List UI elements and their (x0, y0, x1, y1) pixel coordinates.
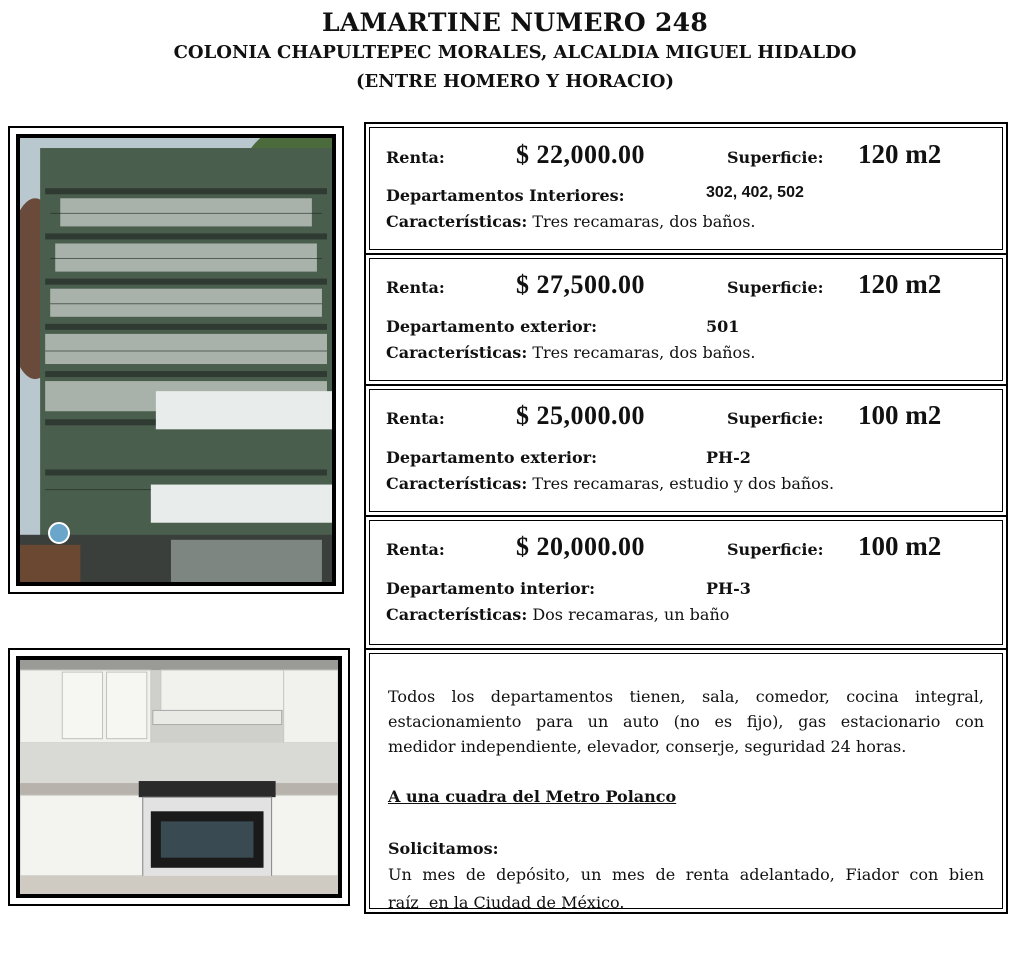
page-title: LAMARTINE NUMERO 248 (321, 8, 709, 37)
amenities-line: estacionamiento para un auto (no es fijo), gas estacionario con (388, 712, 984, 731)
rent-price: $ 25,000.00 (516, 401, 645, 430)
unit-label: Departamento exterior: (386, 317, 597, 336)
rent-label: Renta: (386, 409, 445, 428)
rent-label: Renta: (386, 148, 445, 167)
unit-label: Departamento exterior: (386, 448, 597, 467)
features-label: Características: (386, 605, 528, 624)
features-text: Tres recamaras, dos baños. (532, 212, 756, 231)
unit-numbers: PH-2 (706, 448, 751, 467)
features-label: Características: (386, 474, 528, 493)
area-value: 120 m2 (858, 139, 942, 169)
kitchen-photo-frame (8, 648, 350, 906)
amenities-line: Todos los departamentos tienen, sala, comedor, cocina integral, (388, 687, 984, 706)
listing-card (364, 122, 1008, 255)
general-info-box (364, 648, 1008, 914)
page-subtitle: COLONIA CHAPULTEPEC MORALES, ALCALDIA MIGUEL HIDALDO (173, 42, 857, 63)
features-text: Tres recamaras, dos baños. (532, 343, 756, 362)
rent-price: $ 22,000.00 (516, 140, 645, 169)
rent-price: $ 20,000.00 (516, 532, 645, 561)
area-value: 100 m2 (858, 400, 942, 430)
amenities-line: medidor independiente, elevador, conserje, seguridad 24 horas. (388, 737, 907, 756)
listing-card (364, 384, 1008, 517)
amenities-paragraph (388, 684, 984, 759)
rent-label: Renta: (386, 540, 445, 559)
unit-label: Departamentos Interiores: (386, 186, 625, 205)
metro-note: A una cuadra del Metro Polanco (388, 787, 677, 806)
area-value: 120 m2 (858, 269, 942, 299)
features-text: Tres recamaras, estudio y dos baños. (532, 474, 835, 493)
unit-numbers: 302, 402, 502 (706, 184, 804, 201)
kitchen-photo (16, 656, 342, 898)
features-text: Dos recamaras, un baño (532, 605, 730, 624)
listing-card (364, 515, 1008, 650)
building-photo-frame (8, 126, 344, 594)
area-value: 100 m2 (858, 531, 942, 561)
area-label: Superficie: (727, 278, 824, 297)
unit-label: Departamento interior: (386, 579, 595, 598)
features-label: Características: (386, 212, 528, 231)
listing-card (364, 253, 1008, 386)
rent-label: Renta: (386, 278, 445, 297)
area-label: Superficie: (727, 409, 824, 428)
features-line (386, 474, 834, 493)
area-label: Superficie: (727, 540, 824, 559)
requirements-line: Un mes de depósito, un mes de renta adelantado, Fiador con bien (388, 865, 984, 884)
requirements-title: Solicitamos: (388, 839, 499, 858)
features-line (386, 605, 729, 624)
area-label: Superficie: (727, 148, 824, 167)
page-cross-streets: (ENTRE HOMERO Y HORACIO) (356, 71, 674, 92)
features-line (386, 212, 755, 231)
features-label: Características: (386, 343, 528, 362)
building-photo (16, 134, 336, 586)
map-pin-icon (48, 522, 70, 544)
features-line (386, 343, 755, 362)
requirements-line: raíz en la Ciudad de México. (388, 893, 625, 912)
unit-numbers: PH-3 (706, 579, 751, 598)
unit-numbers: 501 (706, 317, 740, 336)
rent-price: $ 27,500.00 (516, 270, 645, 299)
